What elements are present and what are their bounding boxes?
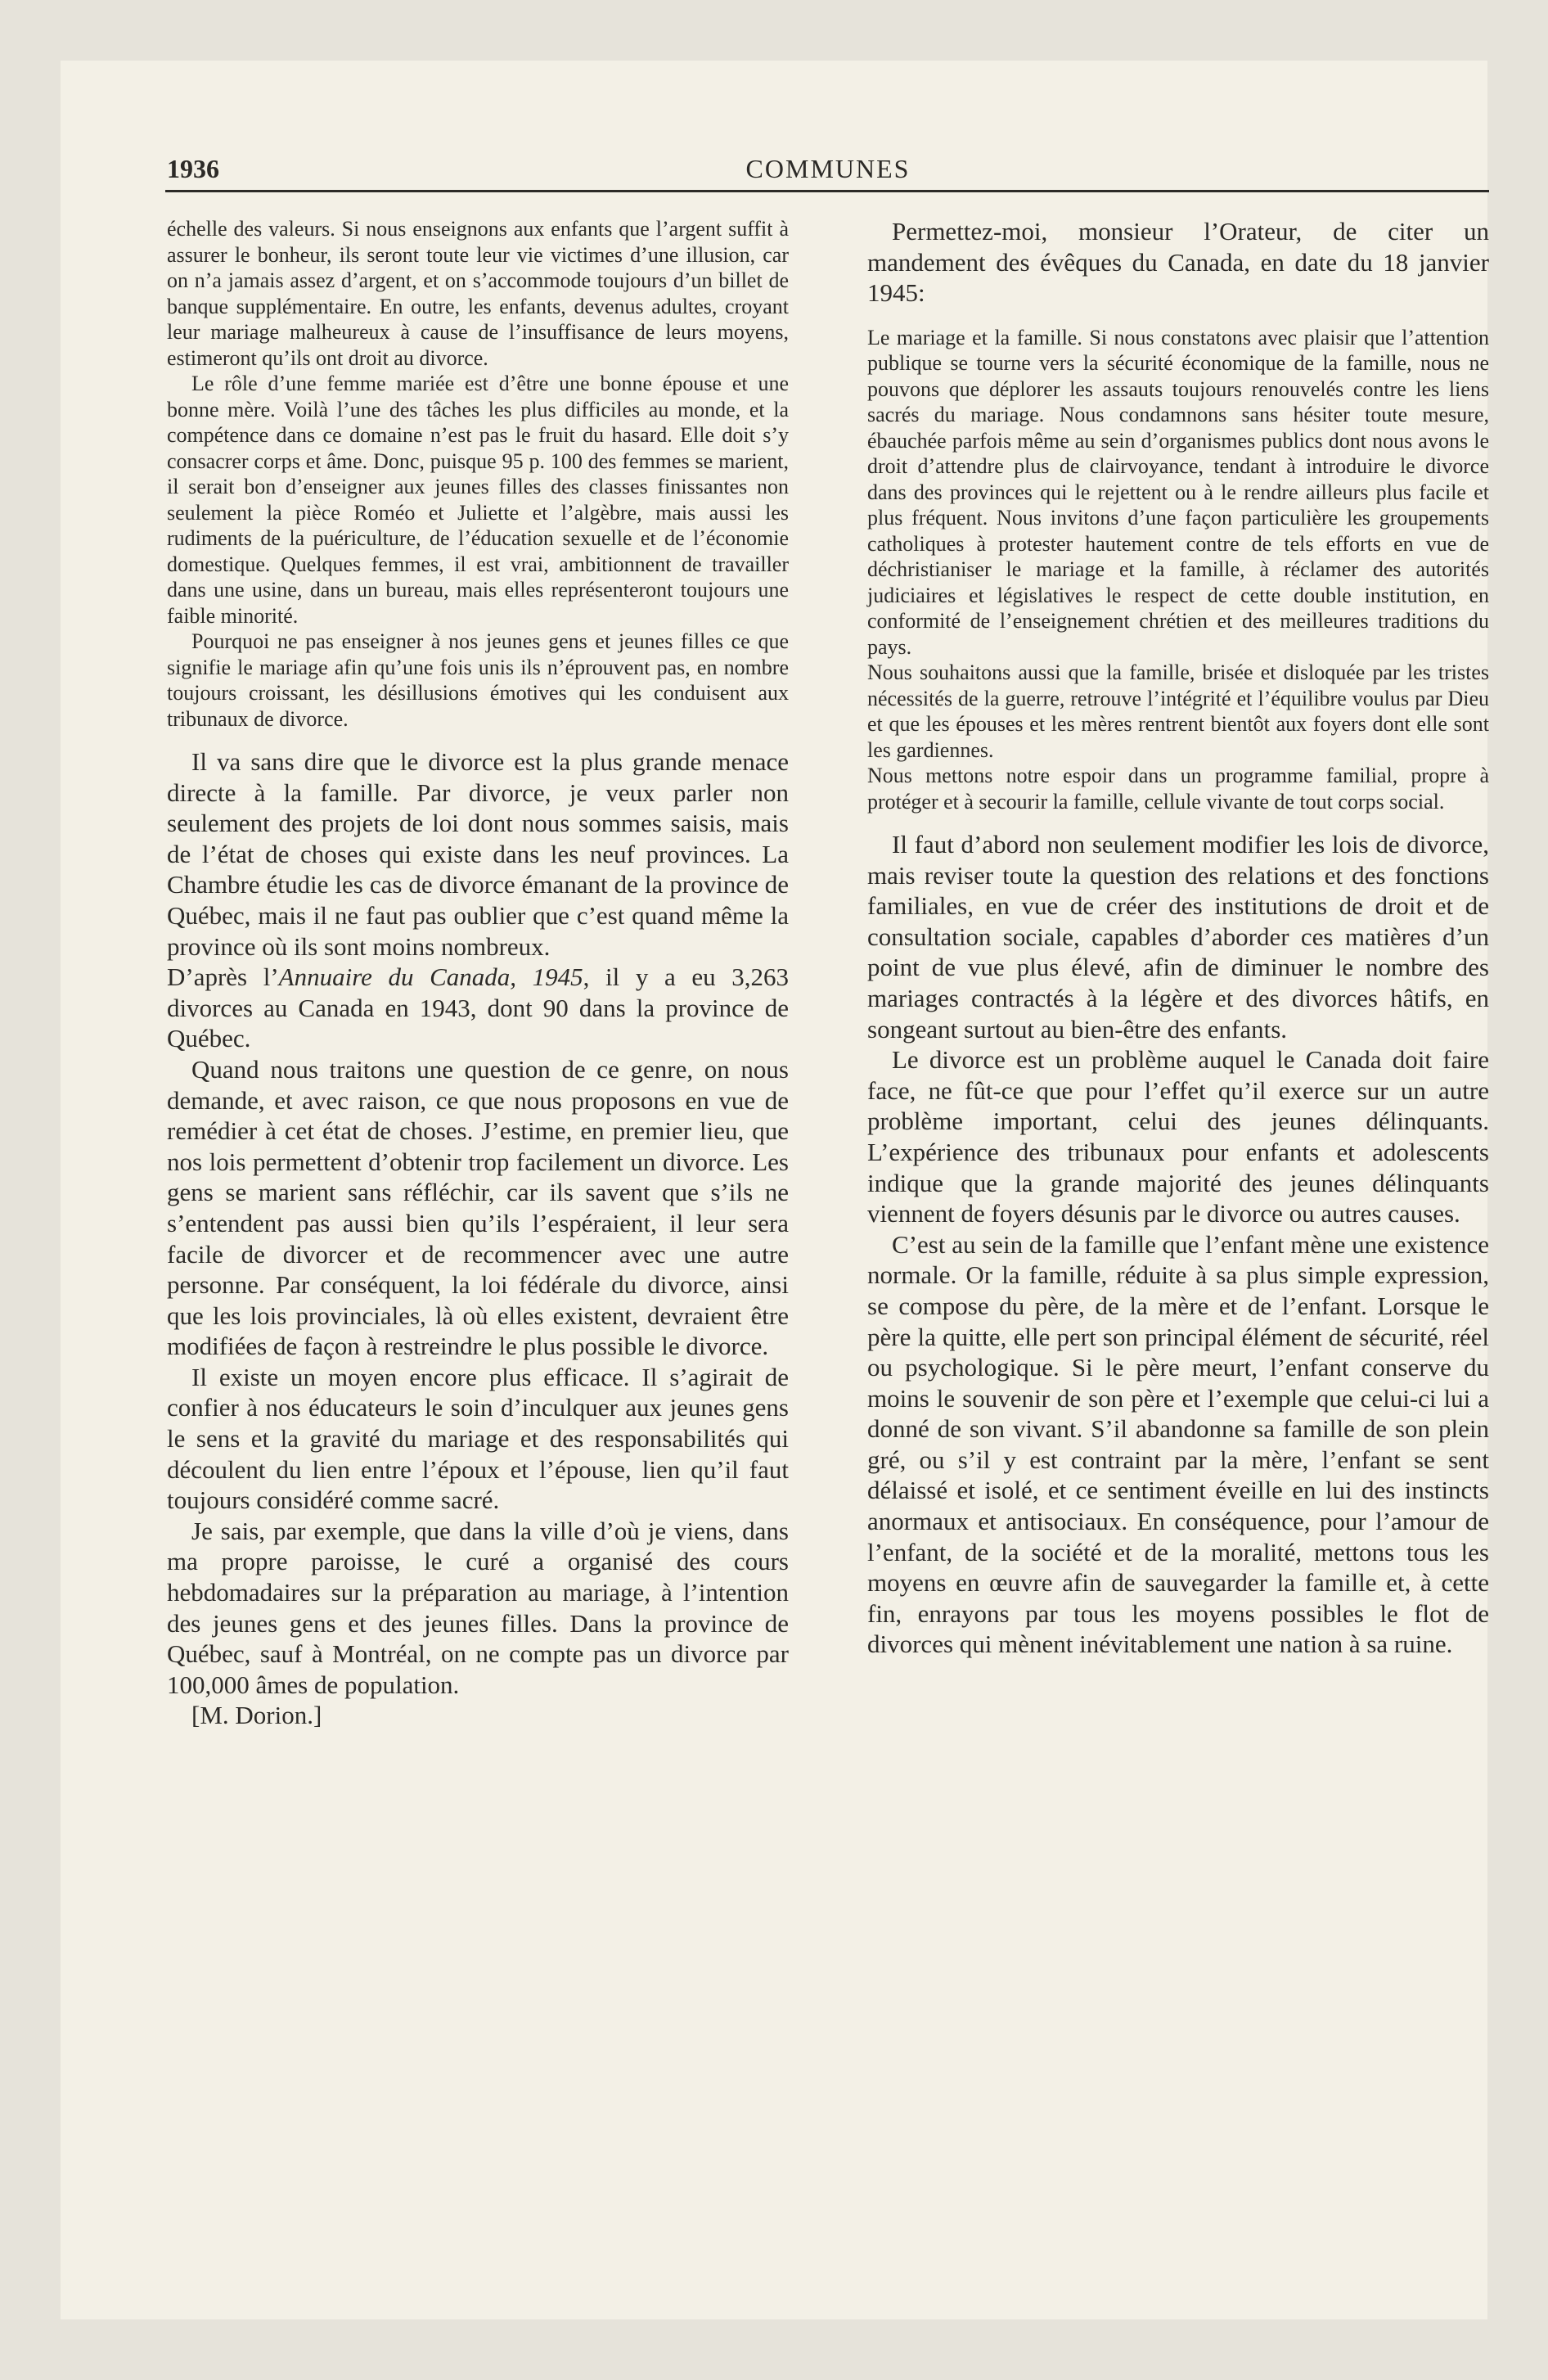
- statistiques-text-pre: D’après l’: [167, 962, 279, 992]
- page-header: [167, 146, 1489, 192]
- paragraph-quand-nous: Quand nous traitons une question de ce genre, on nous demande, et avec raison, ce que nous proposons en vue de remédier à cet état de choses. J’estime, en premier lieu, que nos lois permettent d’obtenir trop facilement un divorce. Les gens se marient sans réfléchir, car ils savent que s’ils ne s’entendent pas aussi bien qu’ils l’espéraient, il leur sera facile de divorcer et de recommencer avec une autre personne. Par conséquent, la loi fédérale du divorce, ainsi que les lois provinciales, là où elles existent, devraient être modifiées de façon à restreindre le plus possible le divorce.: [167, 1054, 789, 1361]
- page-number: 1936: [167, 154, 219, 183]
- annuaire-title: Annuaire du Canada, 1945: [278, 962, 583, 992]
- paragraph-role-femme: Le rôle d’une femme mariée est d’être une bonne épouse et une bonne mère. Voilà l’une des tâches les plus difficiles au monde, et la compétence dans ce domaine n’est pas le fruit du hasard. Elle doit s’y consacrer corps et âme. Donc, puisque 95 p. 100 des femmes se marient, il serait bon d’enseigner aux jeunes filles des classes finissantes non seulement la pièce Roméo et Juliette et l’algèbre, mais aussi les rudiments de la puériculture, de l’éducation sexuelle et de l’économie domestique. Quelques femmes, il est vrai, ambitionnent de travailler dans une usine, dans un bureau, mais elles représenteront toujours une faible minorité.: [167, 372, 789, 628]
- speaker-attribution: [M. Dorion.]: [191, 1701, 322, 1730]
- statistiques-text-post: , il y a eu 3,263 divorces au Canada en 1943, dont 90 dans la province de Québec.: [167, 962, 789, 1053]
- quote-souhaitons: Nous souhaitons aussi que la famille, brisée et disloquée par les tristes nécessités de la guerre, retrouve l’intégrité et l’équilibre voulus par Dieu et que les épouses et les mères rentrent bientôt aux foyers dont elle sont les gardiennes.: [867, 660, 1489, 762]
- paragraph-sein-famille: C’est au sein de la famille que l’enfant mène une existence normale. Or la famille, réduite à sa plus simple expression, se compose du père, de la mère et de l’enfant. Lorsque le père la quitte, elle pert son principal élément de sécurité, réel ou psychologique. Si le père meurt, l’enfant conserve du moins le souvenir de son père et l’exemple que celui-ci lui a donné de son vivant. S’il abandonne sa famille de son plein gré, ou s’il y est contraint par la mère, l’enfant se sent délaissé et isolé, et ce sentiment éveille en lui des instincts anormaux et antisociaux. En conséquence, pour l’amour de l’enfant, de la société et de la moralité, mettons tous les moyens en œuvre afin de sauvegarder la famille et, à cette fin, enrayons par tous les moyens possibles le flot de divorces qui mènent inévitablement une nation à sa ruine.: [867, 1229, 1489, 1659]
- paragraph-statistiques: [167, 962, 789, 1054]
- quote-mariage-famille: Le mariage et la famille. Si nous constatons avec plaisir que l’attention publique se tourne vers la sécurité économique de la famille, nous ne pouvons que déplorer les assauts toujours renouvelés contre les liens sacrés du mariage. Nous condamnons sans hésiter toute mesure, ébauchée parfois même au sein d’organismes publics dont nous avons le droit d’attendre plus de clairvoyance, tendant à introduire le divorce dans des provinces qui le rejettent ou à le rendre ailleurs plus facile et plus fréquent. Nous invitons d’une façon particulière les groupements catholiques à protester hautement contre de tels efforts en vue de déchristianiser le mariage et la famille, à réclamer des autorités judiciaires et législatives le respect de cette double institution, en conformité de l’enseignement chrétien et des meilleures traditions du pays.: [867, 325, 1489, 659]
- left-column: [167, 216, 789, 1731]
- paragraph-menace: Il va sans dire que le divorce est la plus grande menace directe à la famille. Par divorce, je veux parler non seulement des projets de loi dont nous sommes saisis, mais de l’état de choses qui existe dans les neuf provinces. La Chambre étudie les cas de divorce émanant de la province de Québec, mais il ne faut pas oublier que c’est quand même la province où ils sont moins nombreux.: [167, 747, 789, 961]
- paragraph-moyen-efficace: Il existe un moyen encore plus efficace. Il s’agirait de confier à nos éducateurs le soin d’inculquer aux jeunes gens le sens et la gravité du mariage et des responsabilités qui découlent du lien entre l’époux et l’épouse, lien qu’il faut toujours considéré comme sacré.: [167, 1362, 789, 1515]
- hansard-page: [61, 61, 1487, 2319]
- paragraph-pourquoi: Pourquoi ne pas enseigner à nos jeunes gens et jeunes filles ce que signifie le mariage afin qu’une fois unis ils n’éprouvent pas, en nombre toujours croissant, les désillusions émotives qui les conduisent aux tribunaux de divorce.: [167, 629, 789, 731]
- paragraph-valeurs: échelle des valeurs. Si nous enseignons aux enfants que l’argent suffit à assurer le bonheur, ils seront toute leur vie victimes d’une illusion, car on n’a jamais assez d’argent, et on s’accommode toujours d’un billet de banque supplémentaire. En outre, les enfants, devenus adultes, croyant leur mariage malheureux à cause de l’insuffisance de leurs moyens, estimeront qu’ils ont droit au divorce.: [167, 217, 789, 370]
- section-title: COMMUNES: [745, 154, 911, 183]
- right-column: [867, 216, 1489, 1660]
- quote-espoir: Nous mettons notre espoir dans un programme familial, propre à protéger et à secourir la famille, cellule vivante de tout corps social.: [867, 764, 1489, 814]
- paragraph-delinquants: Le divorce est un problème auquel le Canada doit faire face, ne fût-ce que pour l’effet qu’il exerce sur un autre problème important, celui des jeunes délinquants. L’expérience des tribunaux pour enfants et adolescents indique que la grande majorité des jeunes délinquants viennent de foyers désunis par le divorce ou autres causes.: [867, 1045, 1489, 1228]
- paragraph-faut-dabord: Il faut d’abord non seulement modifier les lois de divorce, mais reviser toute la question des relations et des fonctions familiales, en vue de créer des institutions de droit et de consultation sociale, capables d’aborder ces matières d’un point de vue plus élevé, afin de diminuer le nombre des mariages contractés à la légère et des divorces hâtifs, en songeant surtout au bien-être des enfants.: [867, 830, 1489, 1044]
- header-rule: [165, 190, 1489, 192]
- paragraph-permettez-moi: Permettez-moi, monsieur l’Orateur, de citer un mandement des évêques du Canada, en date du 18 janvier 1945:: [867, 217, 1489, 307]
- paragraph-je-sais: Je sais, par exemple, que dans la ville d’où je viens, dans ma propre paroisse, le curé a organisé des cours hebdomadaires sur la préparation au mariage, à l’intention des jeunes gens et des jeunes filles. Dans la province de Québec, sauf à Montréal, on ne compte pas un divorce par 100,000 âmes de population.: [167, 1516, 789, 1699]
